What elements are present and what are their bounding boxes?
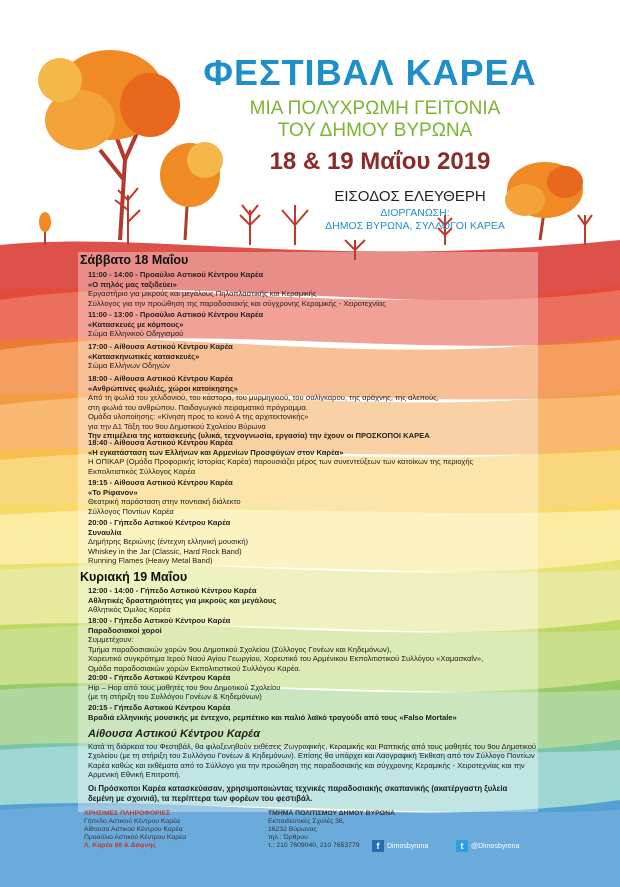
event-line: Θεατρική παράσταση στην ποντιακή διάλεκτο (88, 497, 241, 506)
event-line: Από τη φωλιά του χελιδονιού, του κάστορα, του μυρμηγκιού, του σαλίγκαρου, της αράχνης, της αλεπούς, (88, 393, 439, 402)
event-time-place: 12:00 - 14:00 - Γήπεδο Αστικού Κέντρου Καρέα (88, 586, 257, 595)
event-sun-1 (88, 586, 528, 615)
footer-info-line: Προαύλιο Αστικού Κέντρου Καρέα (84, 834, 187, 841)
event-time-place: 18:40 - Αίθουσα Αστικού Κέντρου Καρέα (88, 438, 233, 447)
event-title: «Κατασκηνωτικές κατασκευές» (88, 351, 200, 361)
footer-dept-heading: ΤΜΗΜΑ ΠΟΛΙΤΙΣΜΟΥ ΔΗΜΟΥ ΒΥΡΩΝΑ (268, 810, 395, 817)
event-line: Running Flames (Heavy Metal Band) (88, 556, 213, 565)
exhibition-text: Κατά τη διάρκεια του Φεστιβάλ, θα φιλοξενηθούν εκθέσεις Ζωγραφικής, Κεραμικής και Ραπτικής από τους μαθητές του 9ου Δημοτικού Σχολείου (με τη στήριξη του Συλλόγου Γονέων & Κηδεμόνων). Επίσης θα υπάρχει και Λαογραφική Έκθεση από τον Σύλλογο Ποντίων Καρέα καθώς και εκθέματα από το Σύλλογο για την προώθηση της παραδοσιακής και σύγχρονης Κεραμικής - Χειροτεχνίας και την Αρμενική Εθνική Επιτροπή. (88, 742, 537, 779)
facebook-link[interactable] (372, 840, 428, 852)
festival-subtitle-1: ΜΙΑ ΠΟΛΥΧΡΩΜΗ ΓΕΙΤΟΝΙΑ (249, 98, 501, 119)
organizers (300, 207, 530, 233)
scouts-note: Οι Πρόσκοποι Καρέα κατασκεύασαν, χρησιμοποιώντας τεχνικές παραδοσιακής σκαπανικής (ακατέργαστη ξυλεία δεμένη με σχοινιά), τα περίπτερα των φορέων του φεστιβάλ. (88, 784, 508, 803)
event-line: Ομάδα παραδοσιακών χορών Εκπολιτιστικού Συλλόγου Καρέα. (88, 663, 301, 673)
tree-mid-left (160, 142, 223, 240)
event-sun-3 (88, 673, 528, 702)
twitter-icon: t (456, 840, 468, 852)
event-title: Παραδοσιακοί χοροί (88, 625, 162, 635)
event-line: για την Δ1 Τάξη του 9ου Δημοτικού Σχολείου Βύρωνα (88, 421, 266, 431)
event-time-place: 18:00 - Γήπεδο Αστικού Κέντρου Καρέα (88, 616, 231, 625)
event-title: «Ο πηλός μας ταξιδεύει» (88, 279, 177, 289)
event-sat-2 (88, 310, 528, 339)
event-sat-5 (88, 438, 528, 476)
event-line: Δημήτρης Βεριώνης (έντεχνη ελληνική μουσική) (88, 537, 249, 546)
event-title: Αθλητικές δραστηριότητες για μικρούς και μεγάλους (88, 595, 277, 605)
event-time-place: 19:15 - Αίθουσα Αστικού Κέντρου Καρέα (88, 478, 233, 487)
twitter-link[interactable] (456, 840, 519, 852)
event-sat-1 (88, 270, 528, 308)
event-line: Εκπολιτιστικός Σύλλογος Καρέα (88, 466, 196, 476)
event-line: Χορευτικό συγκρότημα Ιερού Ναού Αγίου Γεωργίου, Χορευτικό του Αρμένικου Εκπολιτιστικού Συλλόγου «Χαμασκαΐν», (88, 654, 484, 663)
footer-info-line: Γήπεδο Αστικού Κέντρου Καρέα (84, 818, 181, 825)
event-line: Εργαστήριο για μικρούς και μεγάλους Πηλοπλαστικής και Κεραμικής (88, 289, 317, 298)
event-sat-7 (88, 518, 528, 566)
festival-dates: 18 & 19 Μαΐου 2019 (269, 148, 491, 175)
event-line: Η ΟΠΙΚΑΡ (Ομάδα Προφορικής Ιστορίας Καρέα) παρουσιάζει μέρος των συνεντεύξεων των κατοίκων της περιοχής (88, 457, 474, 466)
event-sat-3 (88, 342, 528, 371)
festival-title: ΦΕΣΤΙΒΑΛ ΚΑΡΕΑ (203, 52, 537, 93)
event-time-place: 17:00 - Αίθουσα Αστικού Κέντρου Καρέα (88, 342, 233, 351)
event-line: (με τη στήριξη του Συλλόγου Γονέων & Κηδεμόνων) (88, 692, 262, 701)
event-line: Ομάδα υλοποίησης: «Κίνηση προς το κοινό Α της αρχιτεκτονικής» (88, 412, 309, 421)
event-line: Αθλητικός Όμιλος Καρέα (88, 605, 171, 614)
event-line: Συμμετέχουν: (88, 635, 134, 644)
event-sun-4 (88, 703, 528, 722)
twitter-handle: @Dimosbyrona (471, 842, 520, 850)
event-sat-4 (88, 374, 528, 441)
event-line: Τμήμα παραδοσιακών χορών 9ου Δημοτικού Σχολείου (Σύλλογος Γονέων και Κηδεμόνων), (88, 644, 392, 654)
facebook-icon: f (372, 840, 384, 852)
event-title: «Η εγκατάσταση των Ελλήνων και Αρμενίων Προσφύγων στον Καρέα» (88, 447, 344, 457)
footer-info-line: Λ. Καρέα 86 & Δάφνης (84, 842, 156, 849)
event-line: στη φωλιά του ανθρώπου. Παιδαγωγικό πειραματικό πρόγραμμα. (88, 402, 308, 412)
event-line: Whiskey in the Jar (Classic, Hard Rock Band) (88, 546, 242, 556)
festival-subtitle-2: ΤΟΥ ΔΗΜΟΥ ΒΥΡΩΝΑ (277, 120, 473, 141)
footer-info-heading: ΧΡΗΣΙΜΕΣ ΠΛΗΡΟΦΟΡΙΕΣ (84, 810, 171, 817)
day-heading-sunday: Κυριακή 19 Μαΐου (80, 570, 188, 584)
event-time-place: 20:00 - Γήπεδο Αστικού Κέντρου Καρέα (88, 673, 231, 682)
event-line: Hip – Hop από τους μαθητές του 9ου Δημοτικού Σχολείου (88, 682, 281, 692)
day-heading-saturday: Σάββατο 18 Μαΐου (80, 253, 189, 267)
event-line: Σύλλογος Ποντίων Καρέα (88, 506, 174, 516)
event-time-place: 20:15 - Γήπεδο Αστικού Κέντρου Καρέα (88, 703, 231, 712)
organizers-label: ΔΙΟΡΓΑΝΩΣΗ: (380, 207, 450, 219)
facebook-handle: Dimosbyrona (387, 842, 429, 850)
footer-dept-line: 16232 Βύρωνας (268, 826, 317, 833)
footer-useful-info (84, 810, 214, 850)
footer-dept-line: τ.: 210 7609040, 210 7653779 (268, 842, 360, 849)
exhibition-heading: Αίθουσα Αστικού Κέντρου Καρέα (88, 728, 261, 740)
event-time-place: 11:00 - 13:00 - Προαύλιο Αστικού Κέντρου Καρέα (88, 310, 264, 319)
event-line: Σώμα Ελληνικού Οδηγισμού (88, 329, 184, 338)
footer-info-line: Αίθουσα Αστικού Κέντρου Καρέα (84, 826, 183, 833)
event-sat-6 (88, 478, 528, 516)
event-title: Συναυλία (88, 527, 122, 537)
event-note: Την επιμέλεια της κατασκευής (υλικά, τεχνογνωσία, εργασία) την έχουν οι ΠΡΟΣΚΟΠΟΙ ΚΑΡΕΑ (88, 431, 430, 440)
free-entry-label: ΕΙΣΟΔΟΣ ΕΛΕΥΘΕΡΗ (334, 188, 486, 205)
event-title: «Κατασκευές με κόμπους» (88, 319, 184, 329)
event-time-place: 20:00 - Γήπεδο Αστικού Κέντρου Καρέα (88, 518, 231, 527)
footer-dept-line: Εκπαιδευτικές Σχολές 36, (268, 818, 345, 825)
event-title: Βραδιά ελληνικής μουσικής με έντεχνο, ρεμπέτικο και παλιό λαϊκό τραγούδι από τους «Falso Mortale» (88, 712, 457, 722)
event-title: «Ανθρώπινες φωλιές, χώροι κατοίκησης» (88, 383, 238, 393)
event-time-place: 18:00 - Αίθουσα Αστικού Κέντρου Καρέα (88, 374, 233, 383)
event-sun-2 (88, 616, 528, 673)
organizers-names: ΔΗΜΟΣ ΒΥΡΩΝΑ, ΣΥΛΛΟΓΟΙ ΚΑΡΕΑ (325, 220, 505, 232)
footer-dept-line: τηλ.: Όρθρου (268, 834, 308, 841)
event-line: Σύλλογος για την προώθηση της παραδοσιακής και σύγχρονης Κεραμικής - Χειροτεχνίας (88, 298, 386, 308)
event-time-place: 11:00 - 14:00 - Προαύλιο Αστικού Κέντρου Καρέα (88, 270, 264, 279)
event-title: «Το Ρίφανον» (88, 487, 138, 497)
event-line: Σώμα Ελλήνων Οδηγών (88, 361, 170, 370)
